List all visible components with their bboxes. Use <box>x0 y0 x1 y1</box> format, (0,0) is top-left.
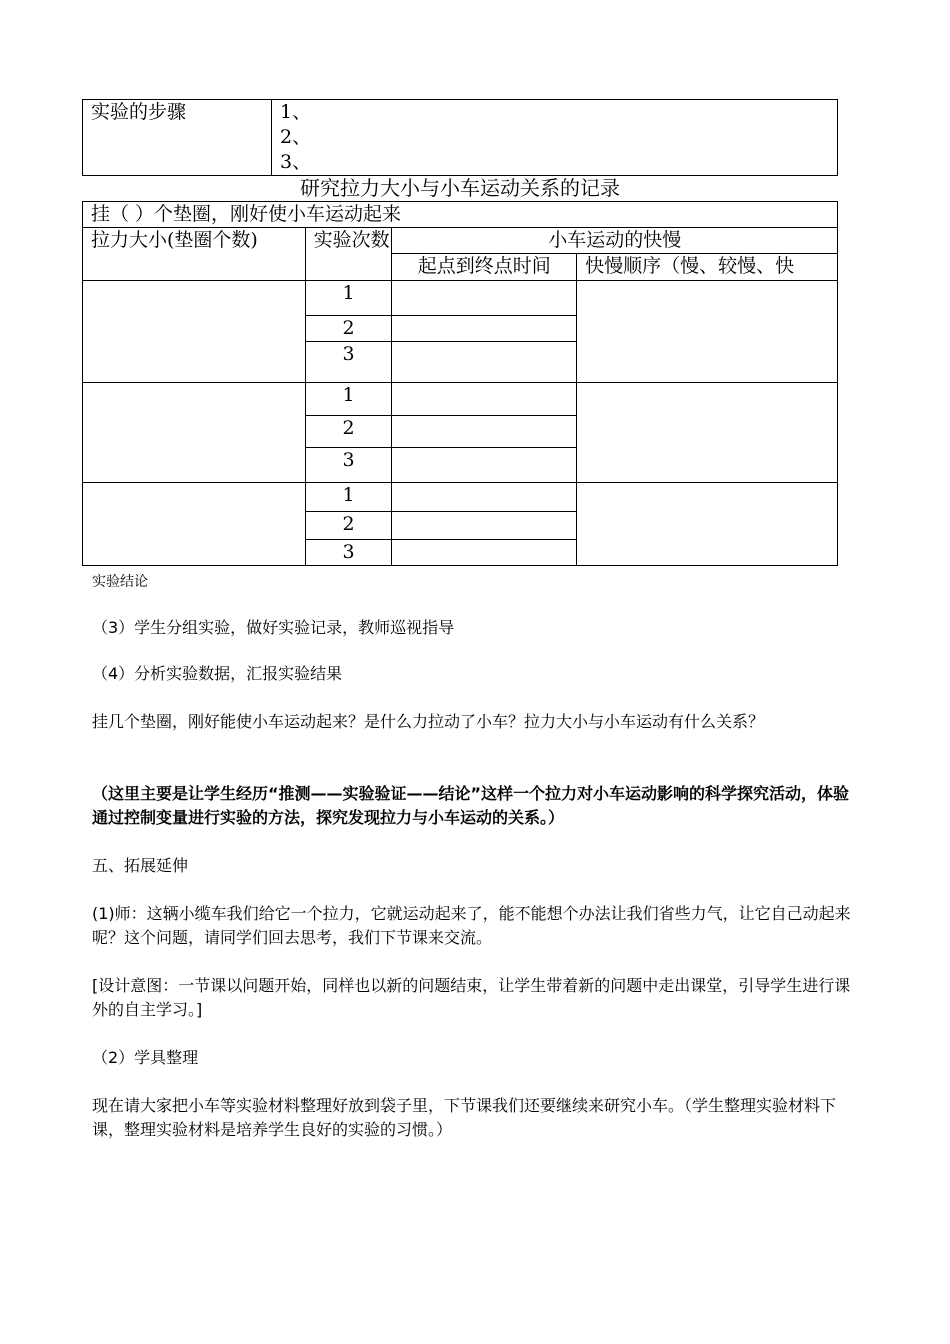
time-cell[interactable] <box>392 342 577 383</box>
trial-number: 1 <box>305 383 392 416</box>
col-speed-header: 小车运动的快慢 <box>392 228 838 254</box>
section-heading: 五、拓展延伸 <box>92 856 189 875</box>
step-line-1: 1、 <box>280 101 312 123</box>
trial-number: 3 <box>305 342 392 383</box>
order-cell[interactable] <box>577 281 838 383</box>
record-table <box>82 201 838 566</box>
trial-number: 1 <box>305 483 392 512</box>
conclusion-label: 实验结论 <box>92 574 148 590</box>
step-line-2: 2、 <box>280 126 312 148</box>
force-cell[interactable] <box>83 281 306 383</box>
trial-number: 2 <box>305 316 392 342</box>
paragraph-step4: （4）分析实验数据，汇报实验结果 <box>92 664 343 683</box>
paragraph-teacher: (1)师：这辆小缆车我们给它一个拉力，它就运动起来了，能不能想个办法让我们省些力气，让它自己动起来呢？这个问题，请同学们回去思考，我们下节课来交流。 <box>92 904 851 947</box>
col-time-header: 起点到终点时间 <box>392 254 577 281</box>
trial-number: 3 <box>305 448 392 483</box>
col-trial-header: 实验次数 <box>305 228 392 281</box>
steps-table <box>82 99 838 176</box>
time-cell[interactable] <box>392 483 577 512</box>
trial-number: 2 <box>305 512 392 540</box>
time-cell[interactable] <box>392 281 577 316</box>
steps-lines <box>272 100 838 176</box>
time-cell[interactable] <box>392 448 577 483</box>
order-cell[interactable] <box>577 383 838 483</box>
col-force-header: 拉力大小(垫圈个数) <box>83 228 306 281</box>
time-cell[interactable] <box>392 512 577 540</box>
trial-number: 2 <box>305 416 392 448</box>
steps-label: 实验的步骤 <box>83 100 272 176</box>
paragraph-design: [设计意图：一节课以问题开始，同样也以新的问题结束，让学生带着新的问题中走出课堂，引导学生进行课外的自主学习。] <box>92 976 851 1019</box>
paragraph-tidy: 现在请大家把小车等实验材料整理好放到袋子里，下节课我们还要继续来研究小车。（学生整理实验材料下课，整理实验材料是培养学生良好的实验的习惯。） <box>92 1096 837 1139</box>
step-line-3: 3、 <box>280 151 312 173</box>
paragraph-step3: （3）学生分组实验，做好实验记录，教师巡视指导 <box>92 618 455 637</box>
paragraph-tidy-label: （2）学具整理 <box>92 1048 199 1067</box>
record-title: 研究拉力大小与小车运动关系的记录 <box>300 176 620 200</box>
record-header-row: 挂（ ）个垫圈，刚好使小车运动起来 <box>83 202 838 228</box>
trial-number: 3 <box>305 540 392 566</box>
time-cell[interactable] <box>392 383 577 416</box>
trial-number: 1 <box>305 281 392 316</box>
col-order-header: 快慢顺序（慢、较慢、快 <box>577 254 838 281</box>
order-cell[interactable] <box>577 483 838 566</box>
time-cell[interactable] <box>392 540 577 566</box>
force-cell[interactable] <box>83 483 306 566</box>
paragraph-note: （这里主要是让学生经历“推测——实验验证——结论”这样一个拉力对小车运动影响的科学探究活动，体验通过控制变量进行实验的方法，探究发现拉力与小车运动的关系。） <box>92 784 850 827</box>
time-cell[interactable] <box>392 416 577 448</box>
time-cell[interactable] <box>392 316 577 342</box>
force-cell[interactable] <box>83 383 306 483</box>
paragraph-question: 挂几个垫圈，刚好能使小车运动起来？是什么力拉动了小车？拉力大小与小车运动有什么关系？ <box>92 712 765 731</box>
